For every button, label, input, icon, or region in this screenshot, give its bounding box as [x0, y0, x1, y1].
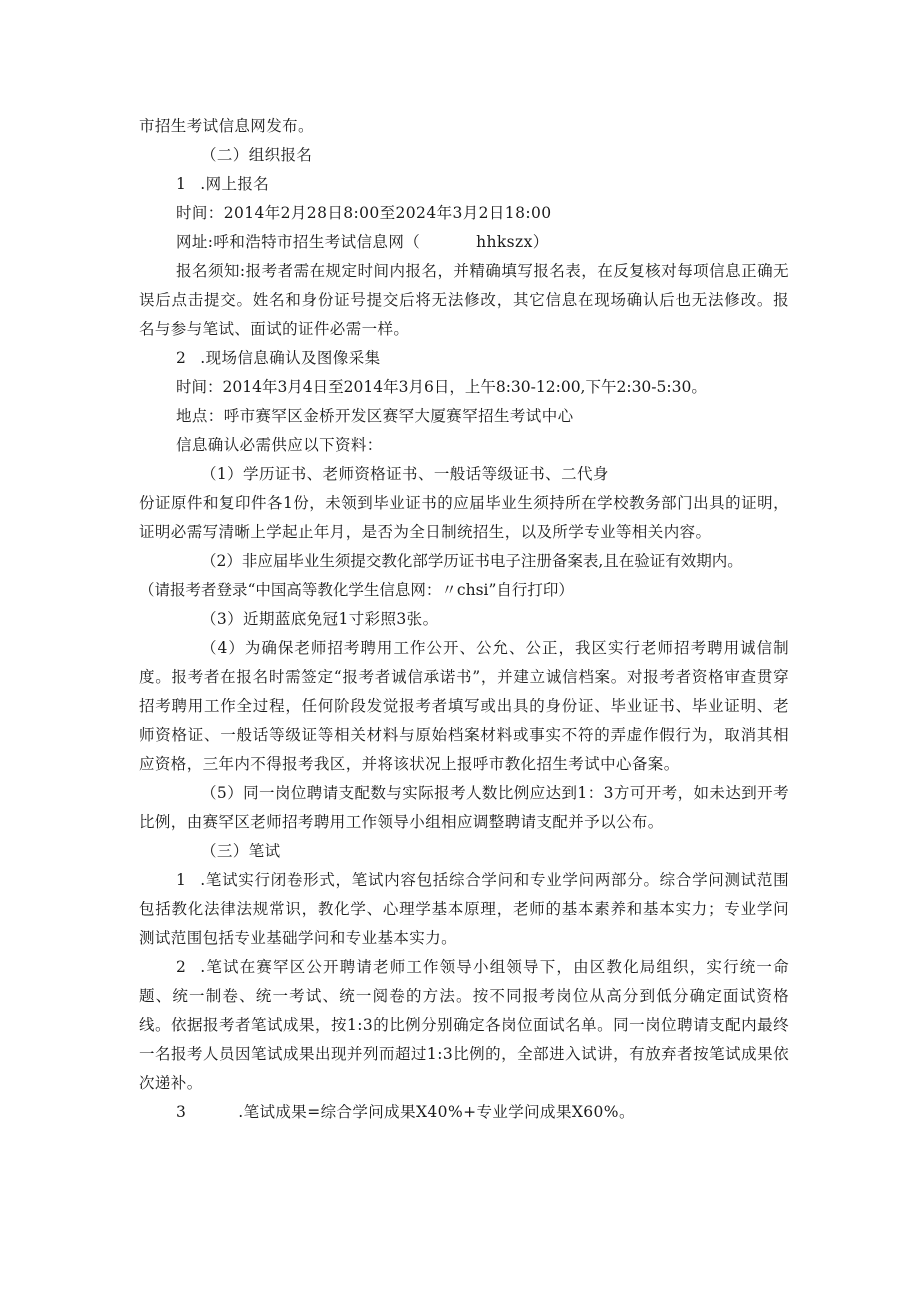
written-exam-item-2-text: .笔试在赛罕区公开聘请老师工作领导小组领导下，由区教化局组织，实行统一命题、统一制卷、统一考试、统一阅卷的方法。按不同报考岗位从高分到低分确定面试资格线。依据报考者笔试成果，按1:3的比例分别确定各岗位面试名单。同一岗位聘请支配内最终一名报考人员因笔试成果出现并列而超过1:3比例的，全部进入试讲，有放弃者按笔试成果依次递补。 [139, 958, 789, 1092]
online-registration-site [139, 228, 789, 257]
material-item-4-text: （4）为确保老师招考聘用工作公开、公允、公正，我区实行老师招考聘用诚信制度。报考者在报名时需签定“报考者诚信承诺书”，并建立诚信档案。对报考者资格审查贯穿招考聘用工作全过程，任何阶段发觉报考者填写或出具的身份证、毕业证书、毕业证明、老师资格证、一般话等级证等相关材料与原始档案材料或事实不符的弄虚作假行为，取消其相应资格，三年内不得报考我区，并将该状况上报呼市教化招生考试中心备案。 [139, 639, 789, 773]
material-item-3-text: （3）近期蓝底免冠1寸彩照3张。 [201, 610, 439, 628]
site-label-text: 网址:呼和浩特市招生考试信息网（ [176, 233, 421, 251]
subsection-2-1-heading [139, 170, 789, 199]
confirmation-place-text: 地点：呼市赛罕区金桥开发区赛罕大厦赛罕招生考试中心 [176, 407, 574, 425]
subsection-2-2-heading [139, 344, 789, 373]
paragraph-continuation [139, 112, 789, 141]
registration-notice [139, 257, 789, 344]
onsite-confirmation-place [139, 402, 789, 431]
materials-intro [139, 431, 789, 460]
material-item-2 [139, 547, 789, 576]
material-item-1-first-line [139, 460, 789, 489]
confirmation-time-text: 时间：2014年3月4日至2014年3月6日，上午8:30-12:00,下午2:30-5:30。 [176, 378, 707, 396]
continuation-text: 市招生考试信息网发布。 [139, 117, 314, 135]
subsection-title: .现场信息确认及图像采集 [200, 349, 381, 367]
material-item-5-text: （5）同一岗位聘请支配数与实际报考人数比例应达到1：3方可开考，如未达到开考比例，由赛罕区老师招考聘用工作领导小组相应调整聘请支配并予以公布。 [139, 784, 789, 831]
written-exam-item-2 [139, 953, 789, 1098]
registration-time-text: 时间：2014年2月28日8:00至2024年3月2日18:00 [176, 204, 552, 222]
section-2-heading [139, 141, 789, 170]
section-2-title: （二）组织报名 [201, 146, 313, 164]
material-item-3 [139, 605, 789, 634]
subsection-number: 2 [176, 349, 187, 367]
written-exam-item-3 [139, 1098, 789, 1127]
written-exam-item-3-text: .笔试成果=综合学问成果X40%+专业学问成果X60%。 [238, 1103, 635, 1121]
item-number: 2 [176, 958, 187, 976]
written-exam-item-1-text: .笔试实行闭卷形式，笔试内容包括综合学问和专业学问两部分。综合学问测试范围包括教化法律法规常识，教化学、心理学基本原理，老师的基本素养和基本实力；专业学问测试范围包括专业基础学问和专业基本实力。 [139, 871, 789, 947]
item-number: 1 [176, 871, 187, 889]
material-item-2-text: （2）非应届毕业生须提交教化部学历证书电子注册备案表,且在验证有效期内。 [201, 552, 743, 570]
materials-intro-text: 信息确认必需供应以下资料： [176, 436, 383, 454]
site-url-text: hhkszx） [476, 233, 549, 251]
material-item-4 [139, 634, 789, 779]
section-3-title: （三）笔试 [201, 842, 281, 860]
material-item-2-note [139, 576, 789, 605]
material-item-2-note-text: （请报考者登录“中国高等教化学生信息网：〃chsi”自行打印） [139, 581, 574, 599]
registration-notice-text: 报名须知:报考者需在规定时间内报名，并精确填写报名表，在反复核对每项信息正确无误后点击提交。姓名和身份证号提交后将无法修改，其它信息在现场确认后也无法修改。报名与参与笔试、面试的证件必需一样。 [139, 262, 789, 338]
subsection-title: .网上报名 [200, 175, 270, 193]
material-item-1-text-b: 份证原件和复印件各1份，未领到毕业证书的应届毕业生须持所在学校教务部门出具的证明，证明必需写清晰上学起止年月，是否为全日制统招生，以及所学专业等相关内容。 [139, 494, 789, 541]
subsection-number: 1 [176, 175, 187, 193]
online-registration-time [139, 199, 789, 228]
written-exam-item-1 [139, 866, 789, 953]
material-item-1-rest [139, 489, 789, 547]
material-item-5 [139, 779, 789, 837]
onsite-confirmation-time [139, 373, 789, 402]
item-number: 3 [176, 1103, 187, 1121]
document-body [139, 112, 789, 1127]
section-3-heading [139, 837, 789, 866]
material-item-1-text-a: （1）学历证书、老师资格证书、一般话等级证书、二代身 [201, 465, 609, 483]
